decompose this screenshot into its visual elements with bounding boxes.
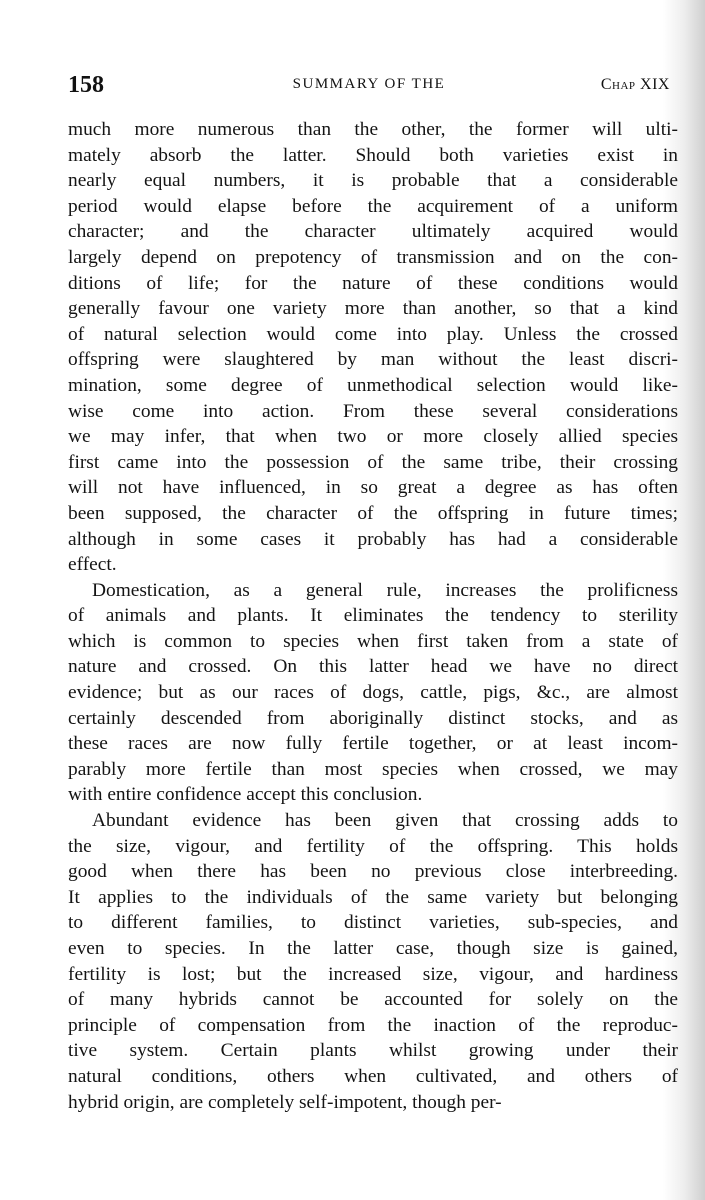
running-title: SUMMARY OF THE <box>292 76 446 92</box>
text-line: of natural selection would come into play. Unless the crossed <box>68 323 678 345</box>
text-line: although in some cases it probably has had a considerable <box>68 528 678 550</box>
text-line: these races are now fully fertile together, or at least incom- <box>68 733 678 755</box>
chapter-label: Chap XIX <box>600 76 670 93</box>
paragraph <box>68 578 678 808</box>
text-line: we may infer, that when two or more closely allied species <box>68 426 678 448</box>
text-line: hybrid origin, are completely self-impotent, though per- <box>68 1091 502 1113</box>
text-line: generally favour one variety more than another, so that a kind <box>68 298 678 320</box>
text-line: with entire confidence accept this conclusion. <box>68 784 423 806</box>
text-line: nature and crossed. On this latter head we have no direct <box>68 656 678 678</box>
text-line: It applies to the individuals of the same variety but belonging <box>68 886 678 908</box>
text-line: been supposed, the character of the offspring in future times; <box>68 502 678 524</box>
text-line: fertility is lost; but the increased size, vigour, and hardiness <box>68 963 678 985</box>
text-line: to different families, to distinct varieties, sub-species, and <box>68 912 678 934</box>
text-line: effect. <box>68 554 117 576</box>
text-line: largely depend on prepotency of transmission and on the con- <box>68 246 678 268</box>
text-line: which is common to species when first taken from a state of <box>68 630 678 652</box>
text-line: nearly equal numbers, it is probable that a considerable <box>68 170 678 192</box>
paragraph <box>68 117 678 578</box>
text-line: good when there has been no previous close interbreeding. <box>68 861 678 883</box>
text-line: first came into the possession of the same tribe, their crossing <box>68 451 678 473</box>
text-line: much more numerous than the other, the former will ulti- <box>68 119 678 140</box>
paragraph <box>68 808 678 1115</box>
text-line: Abundant evidence has been given that crossing adds to <box>92 810 678 832</box>
text-line: period would elapse before the acquirement of a uniform <box>68 195 678 217</box>
text-line: tive system. Certain plants whilst growing under their <box>68 1040 678 1062</box>
page-header <box>68 72 670 102</box>
text-line: mination, some degree of unmethodical selection would like- <box>68 374 678 396</box>
text-line: evidence; but as our races of dogs, cattle, pigs, &c., are almost <box>68 682 678 704</box>
text-line: of animals and plants. It eliminates the tendency to sterility <box>68 605 678 627</box>
text-line: offspring were slaughtered by man without the least discri- <box>68 349 678 371</box>
page-number: 158 <box>68 72 104 98</box>
text-line: principle of compensation from the inaction of the reproduc- <box>68 1014 678 1036</box>
text-line: Domestication, as a general rule, increases the prolificness <box>92 579 678 601</box>
text-line: certainly descended from aboriginally distinct stocks, and as <box>68 707 678 729</box>
body-text <box>68 117 678 1115</box>
text-line: character; and the character ultimately acquired would <box>68 221 678 243</box>
text-line: wise come into action. From these several considerations <box>68 400 678 422</box>
text-line: will not have influenced, in so great a degree as has often <box>68 477 678 499</box>
text-line: the size, vigour, and fertility of the offspring. This holds <box>68 835 678 857</box>
text-line: even to species. In the latter case, though size is gained, <box>68 938 678 959</box>
text-line: of many hybrids cannot be accounted for solely on the <box>68 989 678 1011</box>
text-line: natural conditions, others when cultivated, and others of <box>68 1065 678 1087</box>
text-line: mately absorb the latter. Should both varieties exist in <box>68 144 678 166</box>
text-line: parably more fertile than most species when crossed, we may <box>68 758 678 780</box>
text-line: ditions of life; for the nature of these conditions would <box>68 272 678 294</box>
